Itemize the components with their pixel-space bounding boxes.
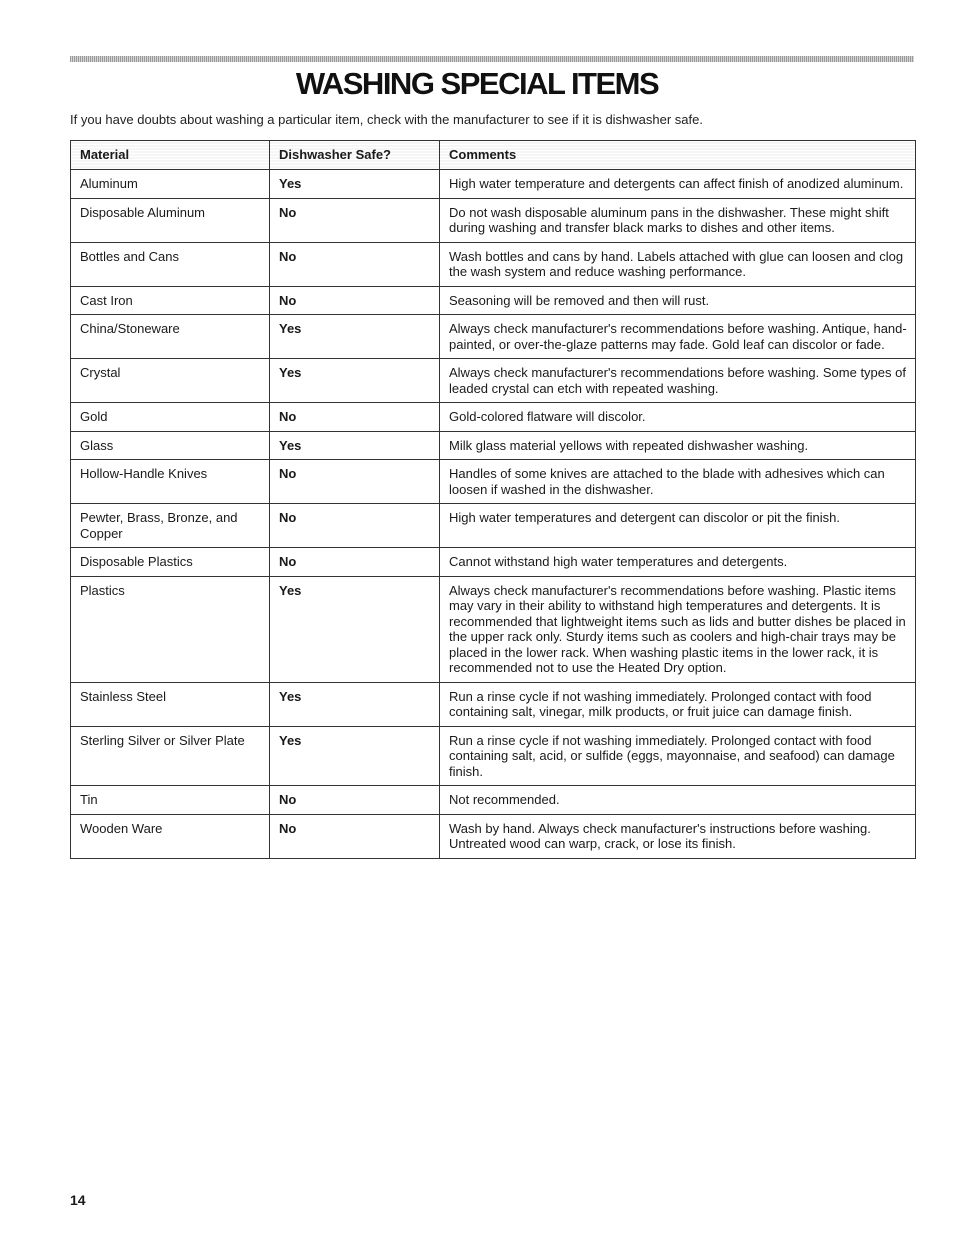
header-material: Material <box>71 141 270 170</box>
material-cell: Crystal <box>71 359 270 403</box>
table-body <box>71 170 916 859</box>
header-row <box>71 141 916 170</box>
material-cell: Disposable Plastics <box>71 548 270 577</box>
safe-cell: No <box>270 198 440 242</box>
material-cell: China/Stoneware <box>71 315 270 359</box>
table-row <box>71 460 916 504</box>
safe-cell: Yes <box>270 682 440 726</box>
table-row <box>71 548 916 577</box>
table-header <box>71 141 916 170</box>
safe-cell: Yes <box>270 170 440 199</box>
material-cell: Bottles and Cans <box>71 242 270 286</box>
material-cell: Aluminum <box>71 170 270 199</box>
table-row <box>71 242 916 286</box>
safe-cell: Yes <box>270 576 440 682</box>
comment-cell: Run a rinse cycle if not washing immediately. Prolonged contact with food containing salt, acid, or sulfide (eggs, mayonnaise, and seafood) can damage finish. <box>440 726 916 786</box>
safe-cell: No <box>270 460 440 504</box>
safe-cell: No <box>270 786 440 815</box>
comment-cell: Wash by hand. Always check manufacturer's instructions before washing. Untreated wood can warp, crack, or lose its finish. <box>440 814 916 858</box>
table-row <box>71 198 916 242</box>
safe-cell: No <box>270 814 440 858</box>
comment-cell: High water temperatures and detergent can discolor or pit the finish. <box>440 504 916 548</box>
material-cell: Disposable Aluminum <box>71 198 270 242</box>
comment-cell: Seasoning will be removed and then will rust. <box>440 286 916 315</box>
page-number: 14 <box>70 1192 86 1208</box>
comment-cell: Always check manufacturer's recommendations before washing. Plastic items may vary in their ability to withstand high temperatures and detergents. It is recommended that lightweight items such as lids and butter dishes be placed in the upper rack only. Sturdy items such as coolers and high-chair trays may be placed in the lower rack. When washing plastic items in the lower rack, it is recommended not to use the Heated Dry option. <box>440 576 916 682</box>
safe-cell: Yes <box>270 726 440 786</box>
safe-cell: No <box>270 286 440 315</box>
table-row <box>71 682 916 726</box>
table-row <box>71 170 916 199</box>
top-rule <box>70 56 914 62</box>
comment-cell: Gold-colored flatware will discolor. <box>440 403 916 432</box>
comment-cell: High water temperature and detergents can affect finish of anodized aluminum. <box>440 170 916 199</box>
comment-cell: Milk glass material yellows with repeated dishwasher washing. <box>440 431 916 460</box>
safe-cell: No <box>270 504 440 548</box>
safe-cell: Yes <box>270 431 440 460</box>
material-cell: Plastics <box>71 576 270 682</box>
material-cell: Gold <box>71 403 270 432</box>
material-cell: Hollow-Handle Knives <box>71 460 270 504</box>
comment-cell: Run a rinse cycle if not washing immediately. Prolonged contact with food containing salt, vinegar, milk products, or fruit juice can damage finish. <box>440 682 916 726</box>
comment-cell: Do not wash disposable aluminum pans in the dishwasher. These might shift during washing and transfer black marks to dishes and other items. <box>440 198 916 242</box>
safe-cell: No <box>270 403 440 432</box>
table-row <box>71 359 916 403</box>
material-cell: Cast Iron <box>71 286 270 315</box>
comment-cell: Always check manufacturer's recommendations before washing. Antique, hand-painted, or over-the-glaze patterns may fade. Gold leaf can discolor or fade. <box>440 315 916 359</box>
header-dishwasher-safe: Dishwasher Safe? <box>270 141 440 170</box>
header-comments: Comments <box>440 141 916 170</box>
safe-cell: No <box>270 548 440 577</box>
table-row <box>71 315 916 359</box>
table-row <box>71 286 916 315</box>
material-cell: Pewter, Brass, Bronze, and Copper <box>71 504 270 548</box>
safe-cell: No <box>270 242 440 286</box>
material-cell: Wooden Ware <box>71 814 270 858</box>
special-items-table <box>70 140 916 859</box>
comment-cell: Always check manufacturer's recommendations before washing. Some types of leaded crystal can etch with repeated washing. <box>440 359 916 403</box>
table-row <box>71 786 916 815</box>
comment-cell: Not recommended. <box>440 786 916 815</box>
table-row <box>71 504 916 548</box>
comment-cell: Handles of some knives are attached to the blade with adhesives which can loosen if washed in the dishwasher. <box>440 460 916 504</box>
table-row <box>71 403 916 432</box>
material-cell: Tin <box>71 786 270 815</box>
page-title: WASHING SPECIAL ITEMS <box>295 66 659 101</box>
table-row <box>71 814 916 858</box>
intro-text: If you have doubts about washing a particular item, check with the manufacturer to see if it is dishwasher safe. <box>70 112 703 127</box>
material-cell: Sterling Silver or Silver Plate <box>71 726 270 786</box>
material-cell: Stainless Steel <box>71 682 270 726</box>
table-row <box>71 576 916 682</box>
safe-cell: Yes <box>270 315 440 359</box>
comment-cell: Wash bottles and cans by hand. Labels attached with glue can loosen and clog the wash system and reduce washing performance. <box>440 242 916 286</box>
comment-cell: Cannot withstand high water temperatures and detergents. <box>440 548 916 577</box>
table-row <box>71 726 916 786</box>
material-cell: Glass <box>71 431 270 460</box>
table-row <box>71 431 916 460</box>
safe-cell: Yes <box>270 359 440 403</box>
